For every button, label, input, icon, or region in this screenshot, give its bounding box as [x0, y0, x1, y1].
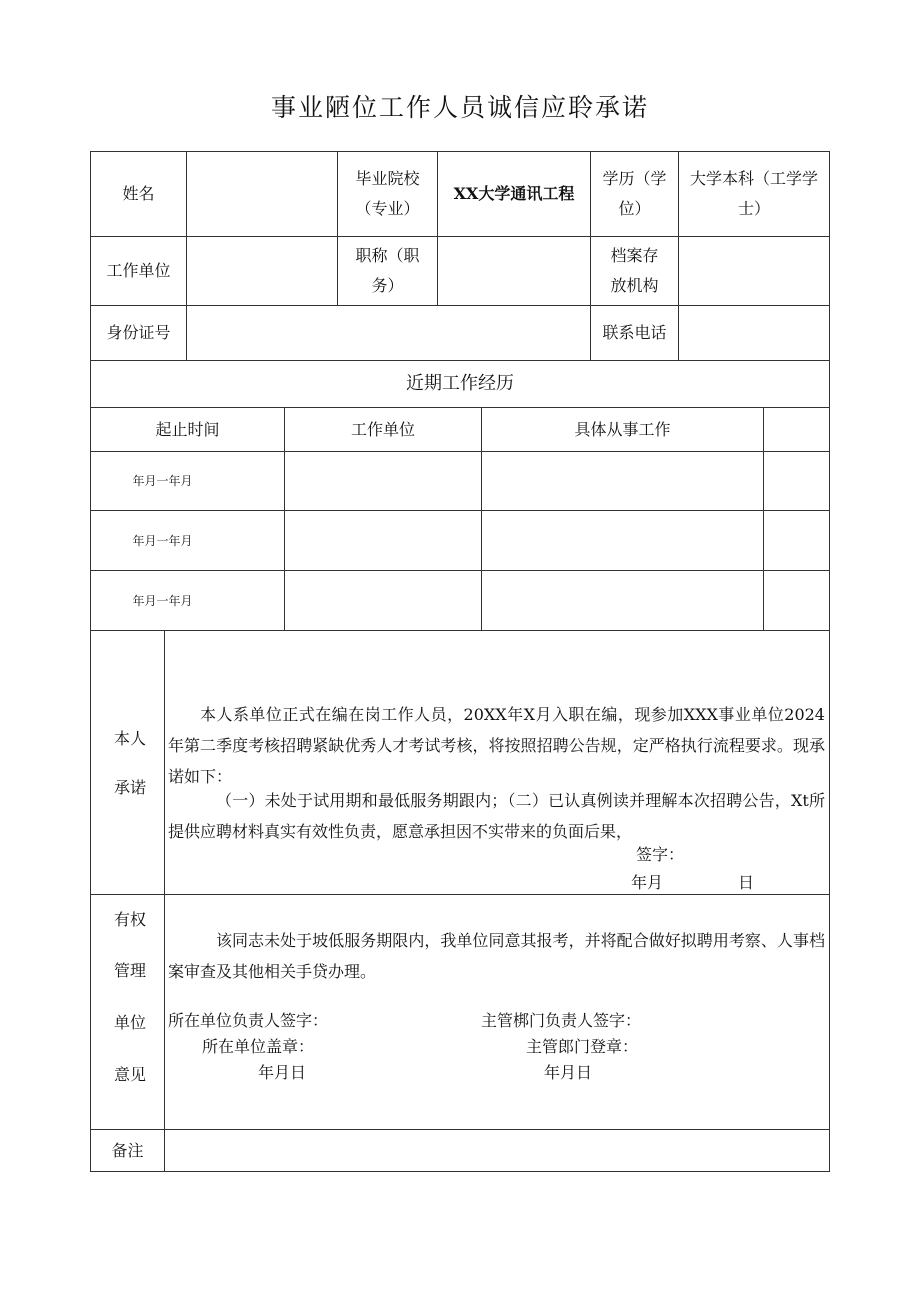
- left-date: 年月日: [258, 1063, 307, 1082]
- page-title: 事业陋位工作人员诚信应聆承诺: [270, 93, 649, 122]
- right-seal-label[interactable]: 主管郎门登章：: [526, 1037, 639, 1056]
- remarks-value[interactable]: [165, 1130, 829, 1171]
- row-period: 年月一年月: [132, 593, 193, 608]
- left-sign-label[interactable]: 所在单位负责人签字：: [168, 1011, 329, 1030]
- pledge-text: 本人系单位正式在编在岗工作人员，20XX年X月入职在编，现参加XXX事业单位2024年第二季度考核招聘紧缺优秀人才考试考核，将按照招聘公告规，定严格执行流程要求。现承诺如下：: [168, 705, 825, 786]
- pledge-sign-label[interactable]: 签字：: [636, 845, 685, 864]
- row-work[interactable]: [482, 571, 763, 630]
- school-value[interactable]: XX大学通讯工程: [453, 184, 575, 203]
- row-unit[interactable]: [285, 452, 481, 510]
- phone-label: 联系电话: [602, 323, 667, 342]
- remarks-label: 备注: [111, 1140, 144, 1160]
- opinion-label-line3: 单位: [113, 1013, 146, 1032]
- name-label: 姓名: [122, 184, 155, 203]
- row-unit[interactable]: [285, 511, 481, 570]
- opinion-label-line1: 有权: [113, 910, 146, 929]
- id-value[interactable]: [187, 306, 590, 360]
- name-value[interactable]: [187, 152, 337, 236]
- archive-value[interactable]: [679, 237, 829, 305]
- row-extra[interactable]: [764, 452, 829, 510]
- opinion-text: 该同志未处于坡低服务期限内，我单位同意其报考，并将配合做好拟聘用考察、人事档案审查及其他相关手贷办理。: [168, 931, 825, 981]
- pledge-date-ym: 年月: [631, 873, 664, 892]
- opinion-label-line4: 意见: [113, 1065, 146, 1084]
- pledge-items: （一）未处于试用期和最低服务期跟内；（二）已认真例读并理解本次招聘公告，Xt所提供应聘材料真实有效性负责，愿意承担因不实带来的负面后果，: [168, 791, 825, 841]
- row-unit[interactable]: [285, 571, 481, 630]
- school-label: 毕业院校（专业）: [355, 169, 420, 218]
- row-work[interactable]: [482, 452, 763, 510]
- row-extra[interactable]: [764, 511, 829, 570]
- row-extra[interactable]: [764, 571, 829, 630]
- work-unit-value[interactable]: [187, 237, 337, 305]
- pledge-label-line1: 本人: [113, 729, 146, 748]
- job-title-value[interactable]: [438, 237, 590, 305]
- archive-label: 档案存放机构: [610, 246, 659, 295]
- row-period: 年月一年月: [132, 533, 193, 548]
- left-seal-label[interactable]: 所在单位盖章：: [202, 1037, 315, 1056]
- row-period: 年月一年月: [132, 474, 193, 488]
- header-work: 具体从事工作: [574, 419, 671, 439]
- header-extra: [764, 408, 829, 451]
- id-label: 身份证号: [106, 323, 171, 342]
- pledge-date-d: 日: [738, 873, 755, 892]
- row-work[interactable]: [482, 511, 763, 570]
- right-sign-label[interactable]: 主管梆门负责人签字：: [481, 1011, 642, 1030]
- pledge-label-line2: 承诺: [113, 778, 146, 797]
- job-title-label: 职称（职务）: [355, 246, 420, 295]
- experience-heading: 近期工作经历: [406, 373, 514, 394]
- degree-label: 学历（学位）: [602, 169, 667, 218]
- phone-value[interactable]: [679, 306, 829, 360]
- opinion-label-line2: 管理: [113, 961, 146, 980]
- work-unit-label: 工作单位: [106, 261, 171, 280]
- degree-value[interactable]: 大学本科（工学学士）: [689, 169, 818, 218]
- header-unit: 工作单位: [350, 419, 415, 439]
- header-period: 起止时间: [155, 419, 220, 439]
- right-date: 年月日: [544, 1063, 593, 1082]
